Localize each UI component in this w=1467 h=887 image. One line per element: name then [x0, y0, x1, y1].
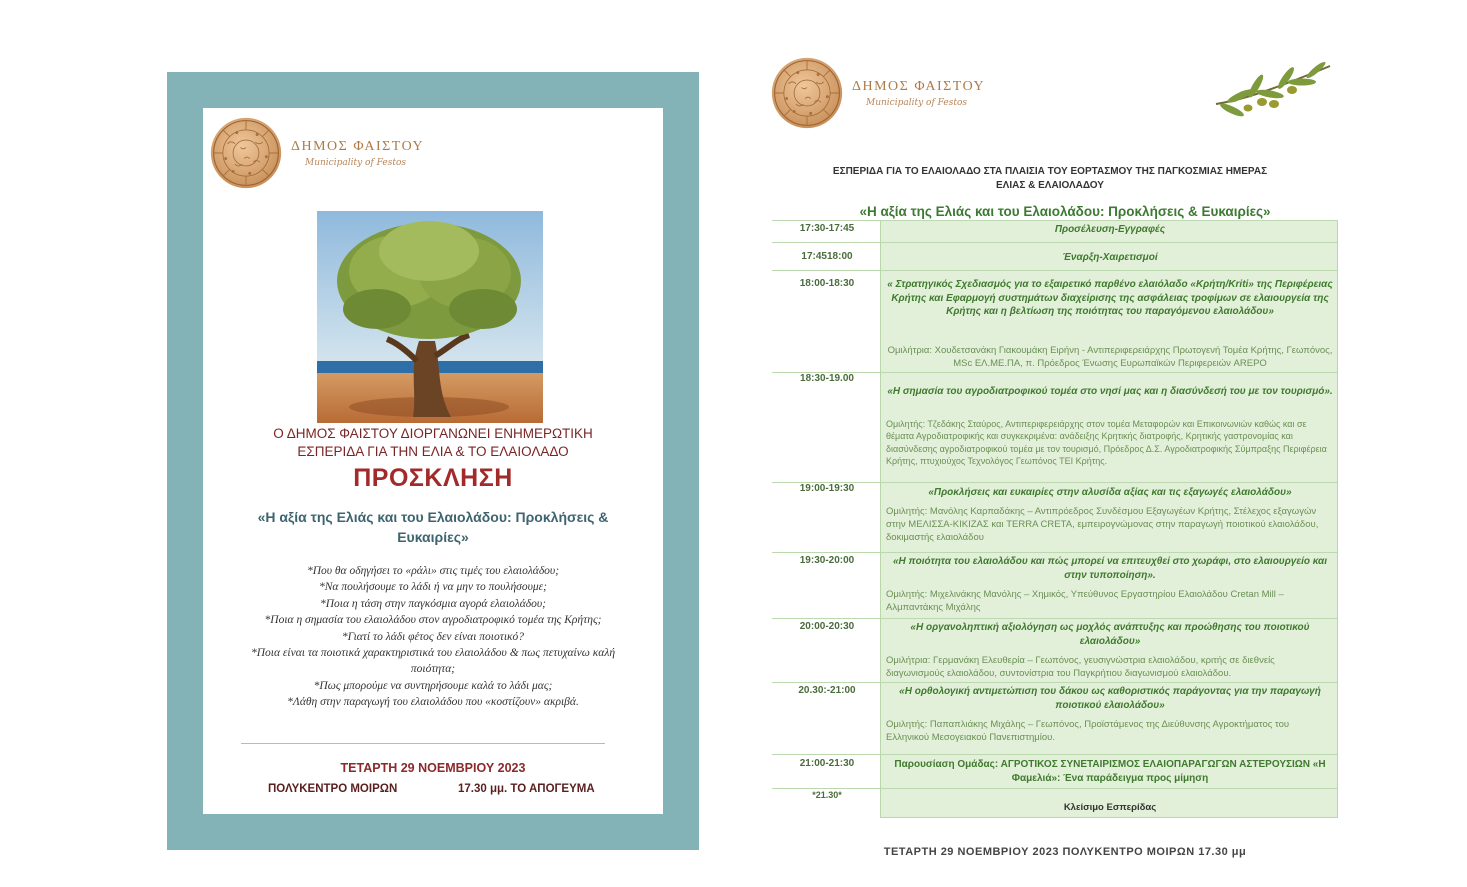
- divider: [241, 743, 605, 744]
- row-divider: [772, 682, 1338, 683]
- event-date: ΤΕΤΑΡΤΗ 29 ΝΟΕΜΒΡΙΟΥ 2023: [340, 761, 526, 775]
- question-item: *Που θα οδηγήσει το «ράλι» στις τιμές του ελαιολάδου;: [306, 565, 560, 577]
- invitation-poster: [167, 72, 699, 850]
- logo-subtitle: Municipality of Festos: [866, 97, 968, 108]
- question-item: *Λάθη στην παραγωγή του ελαιολάδου που «κοστίζουν» ακριβά.: [287, 696, 579, 709]
- question-item: *Ποια η σημασία του ελαιολάδου στον αγροδιατροφικό τομέα της Κρήτης;: [264, 614, 602, 627]
- row-divider: [772, 270, 1338, 271]
- row-time: 17:30-17:45: [799, 223, 855, 234]
- row-time: 19:00-19:30: [799, 483, 855, 494]
- question-item: *Γιατί το λάδι φέτος δεν είναι ποιοτικό?: [341, 630, 525, 643]
- row-speaker: Ομιλητής: Μιχελινάκης Μανόλης – Χημικός, Υπεύθυνος Εργαστηρίου Ελαιολάδου Cretan Mill – Αλμπαντάκης Μιχάλης: [886, 589, 1284, 613]
- organizer-line-2: ΕΣΠΕΡΙΔΑ ΓΙΑ ΤΗΝ ΕΛΙΑ & ΤΟ ΕΛΑΙΟΛΑΔΟ: [297, 444, 569, 459]
- row-time: 21:00-21:30: [799, 758, 855, 769]
- row-talk: «Η ποιότητα του ελαιολάδου και πώς μπορεί να επιτευχθεί στο χωράφι, στο ελαιουργείο και στην τυποποίηση».: [892, 556, 1328, 581]
- event-time: 17.30 μμ. ΤΟ ΑΠΟΓΕΥΜΑ: [458, 783, 595, 795]
- olive-tree-painting: [317, 211, 543, 423]
- row-talk: Παρουσίαση Ομάδας: ΑΓΡΟΤΙΚΟΣ ΣΥΝΕΤΑΙΡΙΣΜΟΣ ΕΛΑΙΟΠΑΡΑΓΩΓΩΝ ΑΣΤΕΡΟΥΣΙΩΝ «Η Φαμελιά»: Ένα παράδειγμα προς μίμηση: [894, 759, 1326, 784]
- row-speaker: Ομιλήτρια: Γερμανάκη Ελευθερία – Γεωπόνος, γευσιγνώστρια ελαιολάδου, κριτής σε διεθνείς διαγωνισμούς ελαιολάδου, συντονίστρια του Παγκρήτιου διαγωνισμού ελαιολάδου.: [886, 655, 1275, 679]
- program-footer: ΤΕΤΑΡΤΗ 29 ΝΟΕΜΒΡΙΟΥ 2023 ΠΟΛΥΚΕΝΤΡΟ ΜΟΙΡΩΝ 17.30 μμ: [883, 846, 1247, 858]
- row-divider: [772, 618, 1338, 619]
- row-time: 18:00-18:30: [799, 278, 855, 289]
- row-divider: [772, 552, 1338, 553]
- organizer-line-1: Ο ΔΗΜΟΣ ΦΑΙΣΤΟΥ ΔΙΟΡΓΑΝΩΝΕΙ ΕΝΗΜΕΡΩΤΙΚΗ: [273, 426, 593, 441]
- row-talk: « Στρατηγικός Σχεδιασμός για το εξαιρετικό παρθένο ελαιόλαδο «Κρήτη/Kriti» της Περιφέρειας Κρήτης και Εφαρμογή συστημάτων διαχείρισης της ασφάλειας τροφίμων σε ελαιουργεία της Κρήτης και η βελτίωση της ποιότητας του παραγόμενου ελαιολάδου»: [887, 279, 1333, 317]
- logo-title: ΔΗΜΟΣ ΦΑΙΣΤΟΥ: [852, 78, 986, 94]
- row-talk: «Προκλήσεις και ευκαιρίες στην αλυσίδα αξίας και τις εξαγωγές ελαιολάδου»: [928, 487, 1292, 498]
- event-subtitle: «Η αξία της Ελιάς και του Ελαιολάδου: Προκλήσεις & Ευκαιρίες»: [257, 509, 609, 545]
- row-time: 20:00-20:30: [799, 621, 855, 632]
- row-time: 19:30-20:00: [799, 555, 855, 566]
- question-item: *Πως μπορούμε να συντηρήσουμε καλά το λάδι μας;: [313, 679, 553, 692]
- invitation-title: ΠΡΟΣΚΛΗΣΗ: [353, 464, 513, 492]
- row-time: 20.30:-21:00: [798, 685, 856, 696]
- phaistos-disc-icon: [209, 116, 283, 190]
- row-time: 17:4518:00: [801, 251, 853, 262]
- row-talk: «Η σημασία του αγροδιατροφικού τομέα στο νησί μας και η διασύνδεσή του με τον τουρισμό».: [887, 386, 1333, 397]
- poster-page: [203, 108, 663, 814]
- organizer-text: [203, 425, 663, 461]
- phaistos-disc-icon: [770, 56, 844, 130]
- row-speaker: Ομιλητής: Παπαπλιάκης Μιχάλης – Γεωπόνος, Προϊστάμενος της Διεύθυνσης Αγροκτήματος του Ελληνικού Μεσογειακού Πανεπιστημίου.: [886, 719, 1290, 743]
- logo-title: ΔΗΜΟΣ ΦΑΙΣΤΟΥ: [291, 138, 425, 154]
- program-schedule: [772, 221, 1338, 818]
- row-time: *21.30*: [812, 790, 842, 800]
- logo-subtitle: Municipality of Festos: [305, 157, 407, 168]
- question-item: *Ποια η τάση στην παγκόσμια αγορά ελαιολάδου;: [320, 597, 546, 610]
- row-talk: «Η οργανοληπτική αξιολόγηση ως μοχλός ανάπτυξης και προώθησης του ποιοτικού ελαιολάδου»: [910, 622, 1310, 647]
- heading-line-2: ΕΛΙΑΣ & ΕΛΑΙΟΛΑΔΟΥ: [996, 180, 1104, 191]
- row-talk: Προσέλευση-Εγγραφές: [1054, 224, 1166, 235]
- row-divider: [772, 788, 1338, 789]
- row-speaker: Ομιλήτρια: Χουδετσανάκη Γιακουμάκη Ειρήνη - Αντιπεριφερειάρχης Πρωτογενή Τομέα Κρήτης, Γεωπόνος, MSc ΕΛ.ΜΕ.ΠΑ, π. Πρόεδρος Ένωσης Ευρωπαϊκών Περιφερειών AREPO: [887, 345, 1333, 369]
- row-speaker: Ομιλητής: Τζεδάκης Σταύρος, Αντιπεριφερειάρχης στον τομέα Μεταφορών και Επικοινωνιών καθώς και σε θέματα Αγροδιατροφικής και συγκεκριμένα: ανάδειξης Κρητικής διατροφής, Κρητικής γαστρονομίας και διασύνδεσης αγροδιατροφικού τομέα με τον τουρισμό, Πρόεδρος Δ.Σ. Αγροδιατροφικής Σύμπραξης Περιφέρεια Κρήτης, πτυχιούχος Τεχνολόγος Γεωπόνος ΤΕΙ Κρήτης.: [886, 419, 1327, 467]
- event-venue: ΠΟΛΥΚΕΝΤΡΟ ΜΟΙΡΩΝ: [268, 783, 398, 795]
- question-item: *Ποια είναι τα ποιοτικά χαρακτηριστικά του ελαιολάδου & πως πετυχαίνω καλή ποιότητα;: [250, 647, 616, 676]
- program-title: «Η αξία της Ελιάς και του Ελαιολάδου: Προκλήσεις & Ευκαιρίες»: [859, 204, 1271, 219]
- row-time: 18:30-19.00: [800, 373, 854, 384]
- program-logo: [770, 56, 985, 130]
- heading-line-1: ΕΣΠΕΡΙΔΑ ΓΙΑ ΤΟ ΕΛΑΙΟΛΑΔΟ ΣΤΑ ΠΛΑΙΣΙΑ ΤΟΥ ΕΟΡΤΑΣΜΟΥ ΤΗΣ ΠΑΓΚΟΣΜΙΑΣ ΗΜΕΡΑΣ: [832, 166, 1268, 177]
- row-divider: [772, 754, 1338, 755]
- row-talk: Έναρξη-Χαιρετισμοί: [1062, 252, 1158, 263]
- row-speaker: Ομιλητής: Μανόλης Καρπαδάκης – Αντιπρόεδρος Συνδέσμου Εξαγωγέων Κρήτης, Στέλεχος εξαγωγών στην ΜΕΛΙΣΣΑ-ΚΙΚΙΖΑΣ και TERRA CRETA, εμπειρογνώμονας στην παραγωγή ποιοτικού ελαιολάδου, δοκιμαστής ελαιολάδου: [886, 506, 1319, 543]
- row-talk: Κλείσιμο Εσπερίδας: [1063, 802, 1157, 813]
- olive-branch-icon: [1212, 60, 1336, 132]
- question-list: [243, 563, 623, 711]
- program-heading: [790, 165, 1310, 193]
- question-item: *Να πουλήσουμε το λάδι ή να μην το πουλήσουμε;: [319, 581, 547, 594]
- municipality-logo: [209, 116, 424, 190]
- row-divider: [772, 242, 1338, 243]
- row-talk: «Η ορθολογική αντιμετώπιση του δάκου ως καθοριστικός παράγοντας για την παραγωγή ποιοτικού ελαιολάδου»: [899, 686, 1321, 711]
